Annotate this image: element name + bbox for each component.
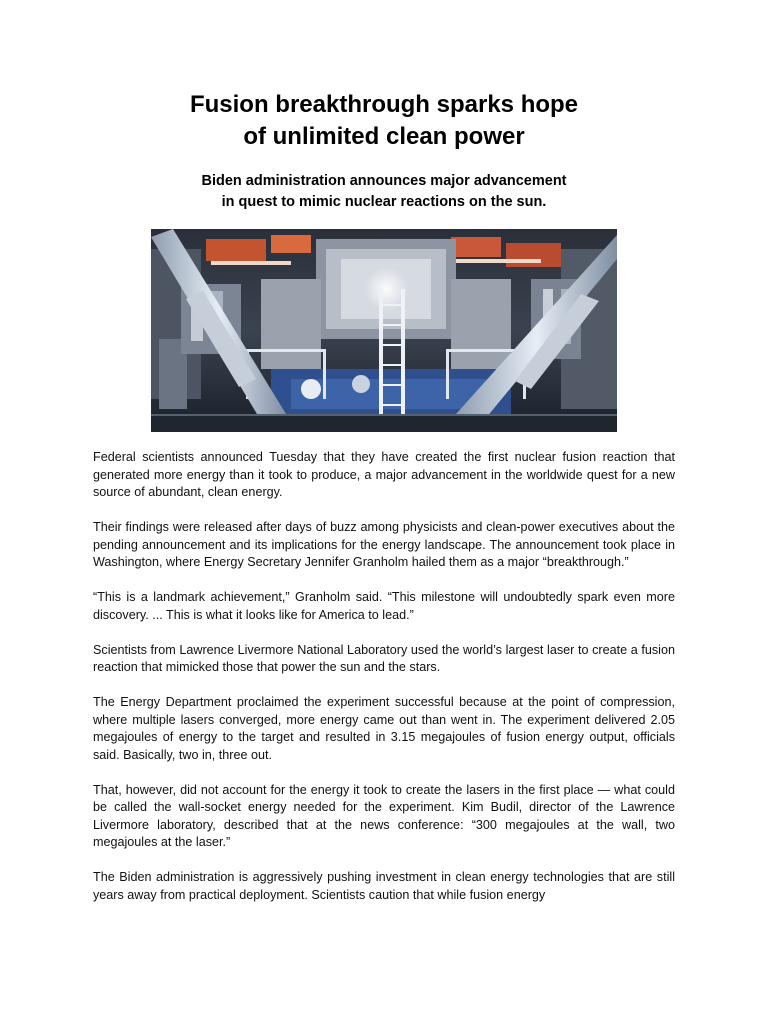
article-paragraph: That, however, did not account for the energy it took to create the lasers in the first place — what could be called the wall-socket energy needed for the experiment. Kim Budil, director of the Lawrence Livermore laboratory, described that at the news conference: “300 megajoules at the wall, two megajoules at the laser.” [93, 782, 675, 849]
headline [0, 89, 768, 153]
article-paragraph: Federal scientists announced Tuesday that they have created the first nuclear fusion reaction that generated more energy than it took to produce, a major advancement in the worldwide quest for a new source of abundant, clean energy. [93, 450, 675, 499]
article-paragraph: “This is a landmark achievement,” Granholm said. “This milestone will undoubtedly spark even more discovery. ... This is what it looks like for America to lead.” [93, 590, 675, 622]
headline-line-1: Fusion breakthrough sparks hope [189, 91, 579, 118]
article-paragraph: The Energy Department proclaimed the experiment successful because at the point of compression, where multiple lasers converged, more energy came out than went in. The experiment delivered 2.05 megajoules of energy to the target and resulted in 3.15 megajoules of fusion energy output, officials said. Basically, two in, three out. [93, 695, 675, 762]
article-body [93, 449, 675, 922]
subheadline-line-2: in quest to mimic nuclear reactions on the sun. [221, 194, 547, 210]
article-paragraph: Scientists from Lawrence Livermore National Laboratory used the world’s largest laser to create a fusion reaction that mimicked those that power the sun and the stars. [93, 642, 675, 674]
article-paragraph: Their findings were released after days of buzz among physicists and clean-power executives about the pending announcement and its implications for the energy landscape. The announcement took place in Washington, where Energy Secretary Jennifer Granholm hailed them as a major “breakthrough.” [93, 520, 675, 569]
subheadline-line-1: Biden administration announces major advancement [201, 173, 567, 189]
subheadline [0, 171, 768, 213]
headline-line-2: of unlimited clean power [243, 123, 525, 150]
fusion-facility-photo [151, 229, 617, 432]
article-paragraph: The Biden administration is aggressively pushing investment in clean energy technologies that are still years away from practical deployment. Scientists caution that while fusion energy [93, 870, 675, 902]
